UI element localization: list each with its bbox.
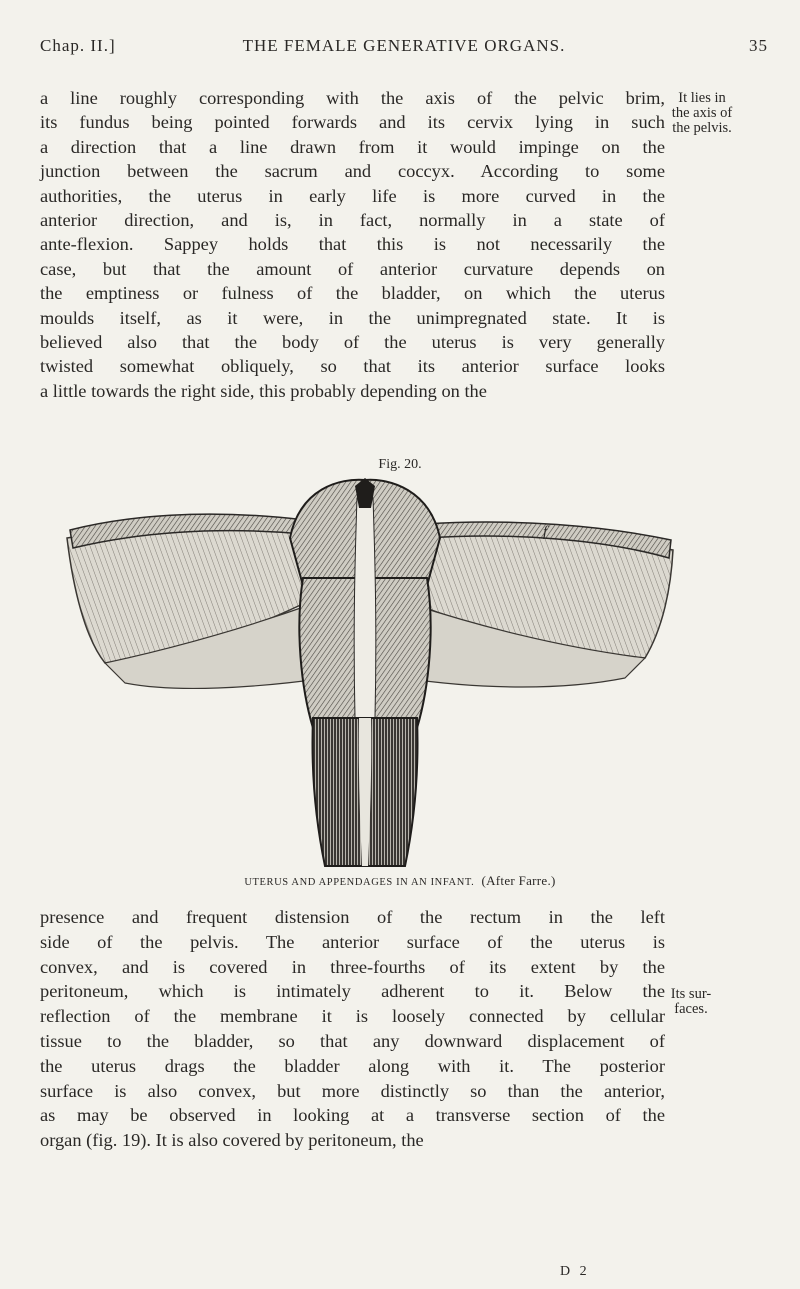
paragraph-top (40, 86, 665, 403)
text-line: case, but that the amount of anterior curvature depends on (40, 258, 665, 279)
text-line: presence and frequent distension of the rectum in the left (40, 907, 665, 927)
text-line: a direction that a line drawn from it would impinge on the (40, 136, 665, 157)
uterus-illustration (65, 478, 675, 870)
text-line: as may be observed in looking at a transverse section of the (40, 1105, 665, 1126)
figure-caption (0, 873, 800, 889)
text-line: a line roughly corresponding with the axis of the pelvic brim, (40, 88, 665, 108)
text-line: peritoneum, which is intimately adherent to it. Below the (40, 981, 665, 1002)
text-line: ante-flexion. Sappey holds that this is not necessarily the (40, 234, 665, 255)
text-line: a little towards the right side, this probably depending on the (40, 380, 487, 401)
margin-note-line: faces. (674, 1001, 708, 1017)
margin-note-axis (670, 91, 734, 136)
margin-note-surfaces (666, 987, 716, 1017)
running-head (40, 36, 768, 62)
running-title: THE FEMALE GENERATIVE ORGANS. (242, 36, 566, 55)
figure-label: Fig. 20. (378, 457, 422, 472)
uterine-cavity (354, 498, 376, 718)
paragraph-bottom (40, 905, 665, 1153)
page-number: 35 (749, 36, 768, 55)
text-line: organ (fig. 19). It is also covered by peritoneum, the (40, 1130, 424, 1151)
text-line: believed also that the body of the uterus is very generally (40, 332, 665, 353)
text-line: junction between the sacrum and coccyx. According to some (40, 161, 665, 182)
text-line: side of the pelvis. The anterior surface of the uterus is (40, 931, 665, 952)
signature-mark: D 2 (560, 1264, 590, 1279)
text-line: reflection of the membrane it is loosely connected by cellular (40, 1006, 665, 1027)
text-line: twisted somewhat obliquely, so that its anterior surface looks (40, 356, 665, 377)
margin-note-line: the pelvis. (672, 120, 732, 136)
margin-note-line: the axis of (671, 105, 733, 121)
text-line: tissue to the bladder, so that any downward displacement of (40, 1030, 665, 1051)
margin-note-line: It lies in (678, 90, 726, 106)
text-line: the emptiness or fulness of the bladder, on which the uterus (40, 283, 665, 304)
text-line: the uterus drags the bladder along with it. The posterior (40, 1055, 665, 1076)
text-line: anterior direction, and is, in fact, normally in a state of (40, 210, 665, 231)
margin-note-line: Its sur- (670, 986, 712, 1002)
figure-letter-mark: f (543, 524, 548, 540)
text-line: surface is also convex, but more distinctly so than the anterior, (40, 1080, 665, 1101)
text-line: authorities, the uterus in early life is more curved in the (40, 185, 665, 206)
text-line: moulds itself, as it were, in the unimpregnated state. It is (40, 307, 665, 328)
text-line: its fundus being pointed forwards and its cervix lying in such (40, 112, 665, 133)
chapter-label: Chap. II.] (40, 36, 116, 55)
caption-credit: (After Farre.) (481, 873, 556, 888)
caption-main: UTERUS AND APPENDAGES IN AN INFANT. (244, 877, 475, 888)
text-line: convex, and is covered in three-fourths of its extent by the (40, 956, 665, 977)
